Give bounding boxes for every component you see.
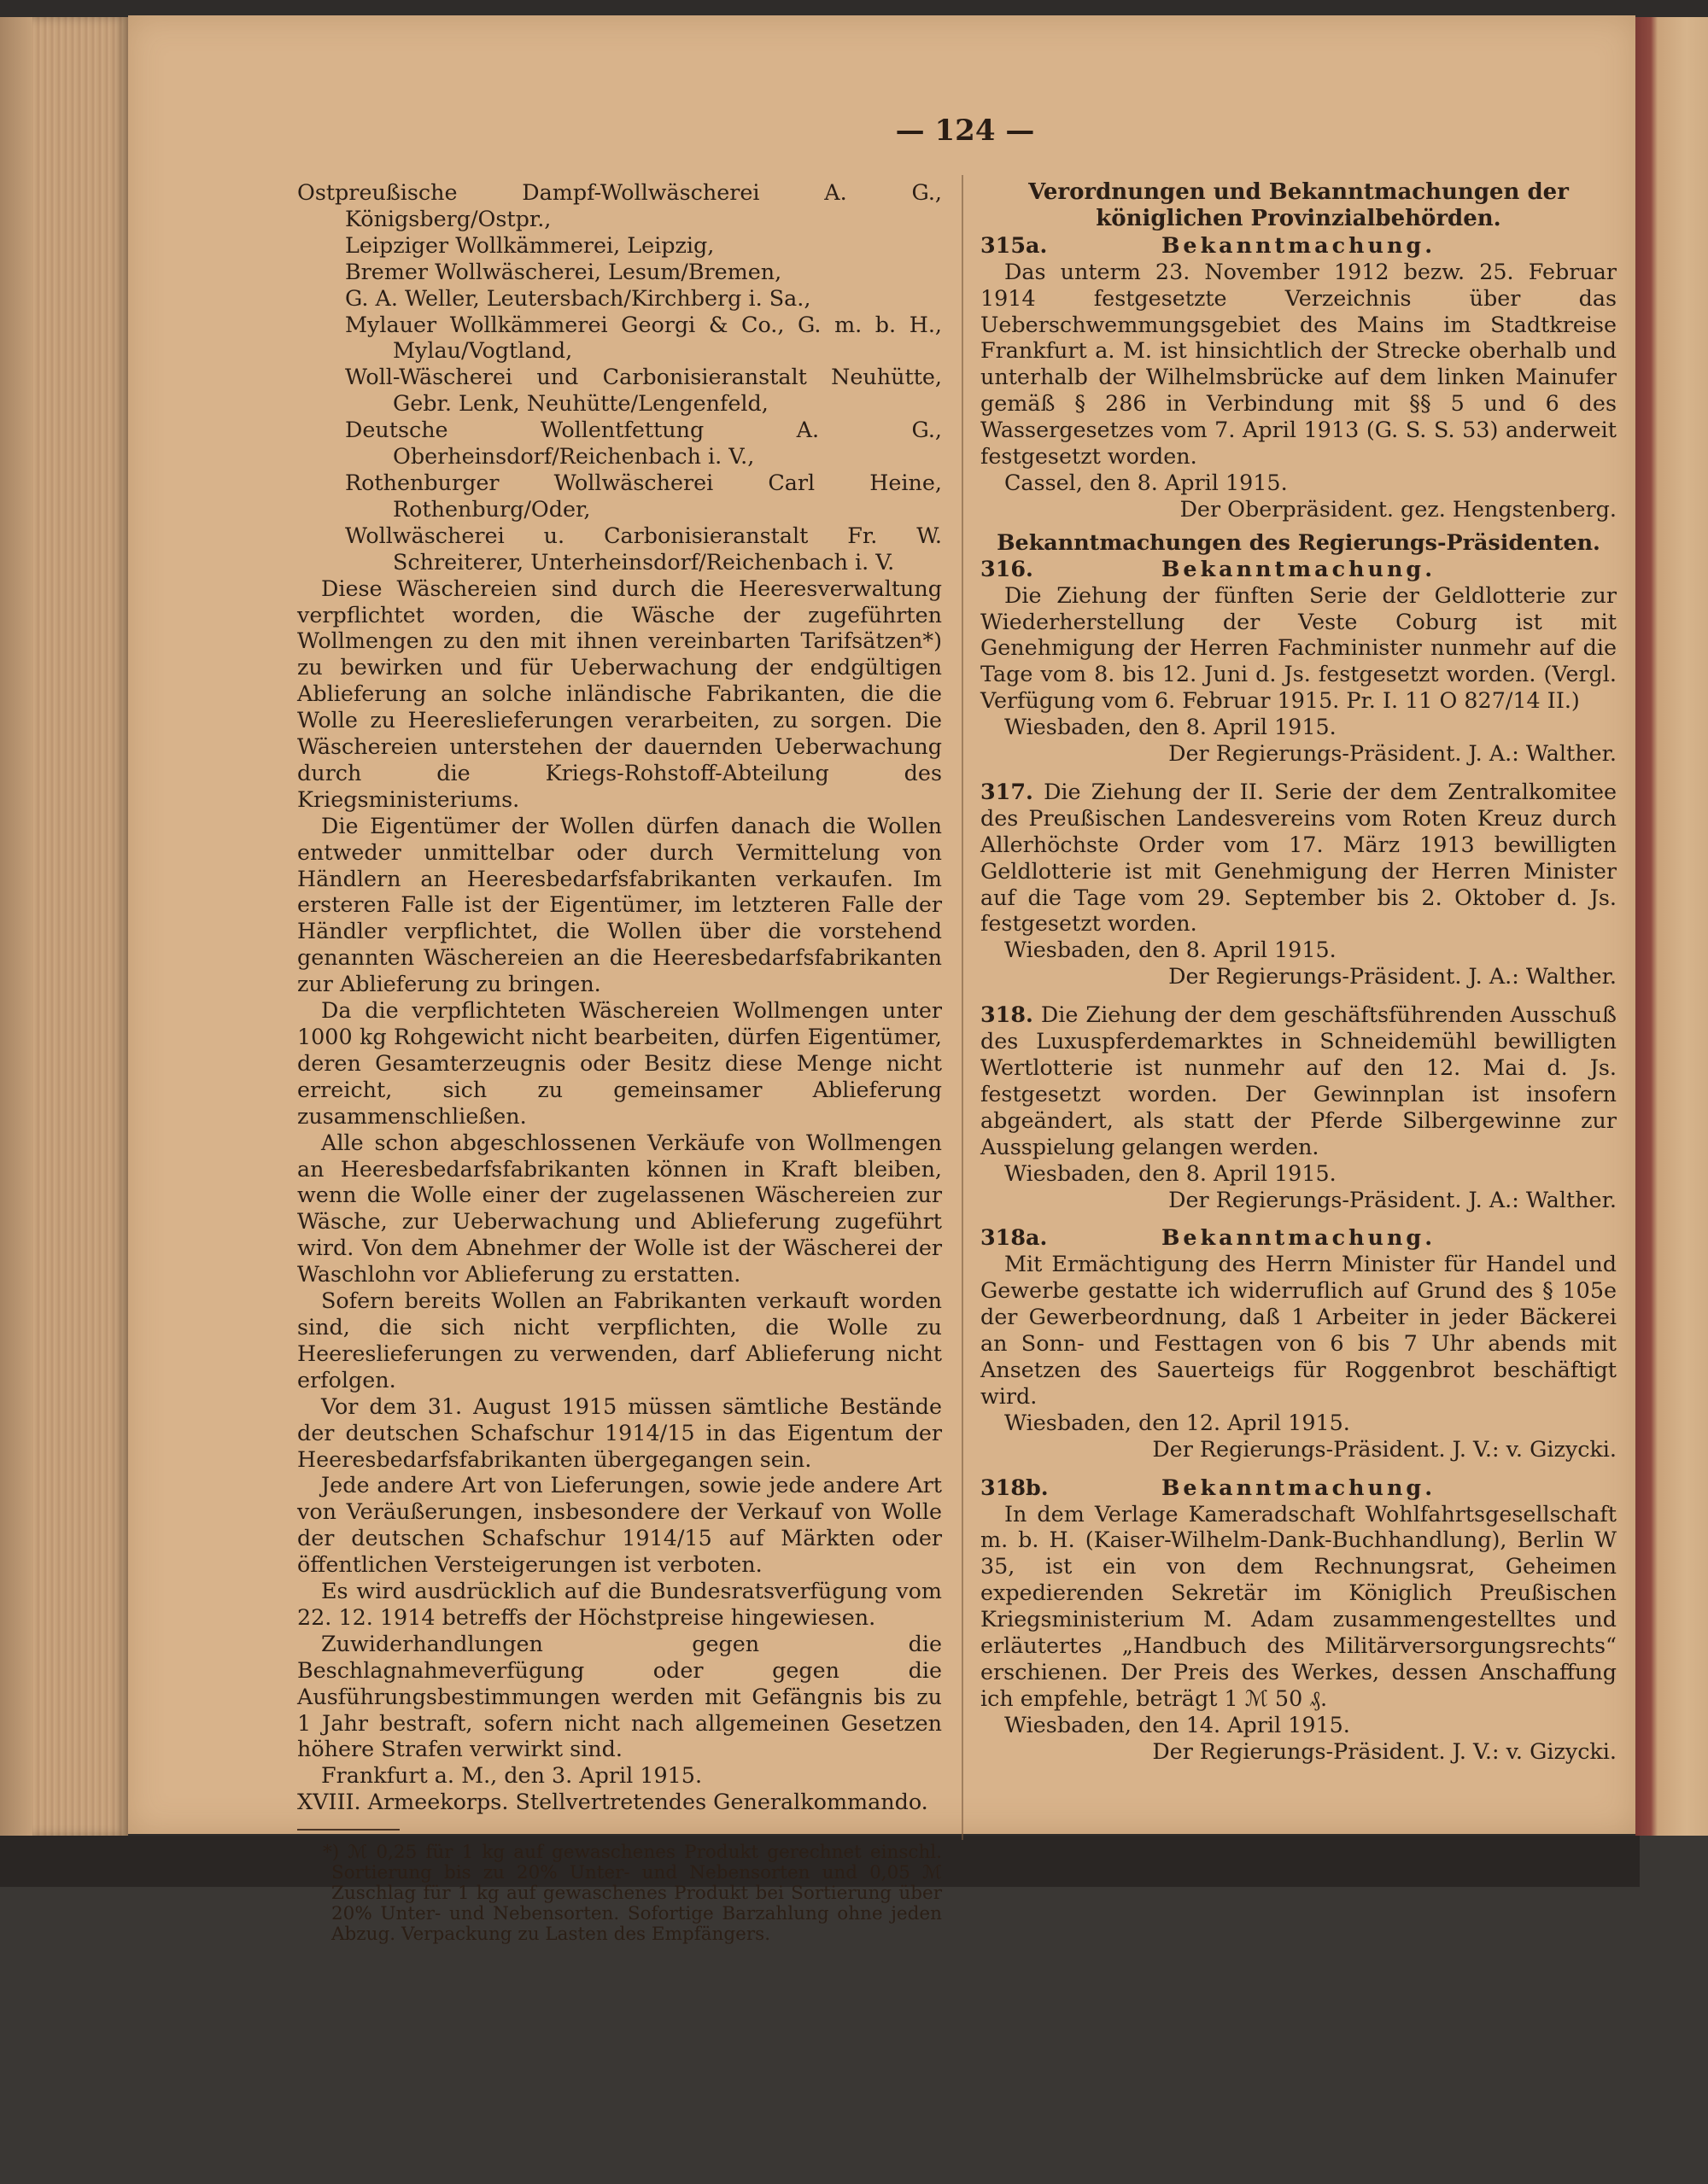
paragraph: Zuwiderhandlungen gegen die Beschlagnahmeverfügung oder gegen die Ausführungsbestimmungen werden mit Gefängnis bis zu 1 Jahr bestraft, sofern nicht nach allgemeinen Gesetzen höhere Strafen verwirkt sind. [297,1630,942,1762]
section-text: Das unterm 23. November 1912 bezw. 25. Februar 1914 festgesetzte Verzeichnis über das Ueberschwemmungsgebiet des Mains im Stadtkreise Frankfurt a. M. ist hinsichtlich der Strecke oberhalb und unterhalb der Wilhelmsbrücke auf dem linken Mainufer gemäß § 286 in Verbindung mit §§ 5 und 6 des Wassergesetzes vom 7. April 1913 (G. S. S. 53) anderweit festgesetzt worden. [980,258,1617,470]
column-divider [962,175,963,1840]
place-date: Wiesbaden, den 14. April 1915. [1004,1711,1350,1737]
left-column [297,179,942,1945]
company-item: Deutsche Wollentfettung A. G., Oberheinsdorf/Reichenbach i. V., [345,417,942,470]
signature: Der Regierungs-Präsident. J. A.: Walther. [1168,740,1617,767]
section-number: 317. [980,778,1033,804]
section-header [980,556,1617,582]
place-date: Wiesbaden, den 12. April 1915. [1004,1409,1350,1435]
paragraph: Die Eigentümer der Wollen dürfen danach die Wollen entweder unmittelbar oder durch Vermittelung von Händlern an Heeresbedarfsfabrikanten verkaufen. Im ersteren Falle ist der Eigentümer, im letzteren Falle der Händler verpflichtet, die Wollen über die vorstehend genannten Wäschereien an die Heeresbedarfsfabrikanten zur Ablieferung zu bringen. [297,812,942,997]
company-item: Wollwäscherei u. Carbonisieranstalt Fr. W. Schreiterer, Unterheinsdorf/Reichenbach i. V. [345,522,942,575]
section-text: Die Ziehung der fünften Serie der Geldlotterie zur Wiederherstellung der Veste Coburg ist mit Genehmigung der Herren Fachminister nunmehr auf die Tage vom 8. bis 12. Juni d. Js. festgesetzt worden. (Vergl. Verfügung vom 6. Februar 1915. Pr. I. 11 O 827/14 II.) [980,581,1617,714]
section-title: Bekanntmachung. [1161,555,1436,581]
book-spine [0,17,32,1836]
paragraph: Es wird ausdrücklich auf die Bundesratsverfügung vom 22. 12. 1914 betreffs der Höchstpreise hingewiesen. [297,1578,942,1630]
paragraph: Alle schon abgeschlossenen Verkäufe von Wollmengen an Heeresbedarfsfabrikanten können in Kraft bleiben, wenn die Wolle einer der zugelassenen Wäschereien zur Wäsche, zur Ueberwachung und Ablieferung zugeführt wird. Von dem Abnehmer der Wolle ist der Wäscherei der Waschlohn vor Ablieferung zu erstatten. [297,1129,942,1288]
section-header [980,1224,1617,1251]
signature: Der Regierungs-Präsident. J. V.: v. Gizycki. [1152,1435,1617,1462]
company-item: Rothenburger Wollwäscherei Carl Heine, Rothenburg/Oder, [345,469,942,522]
company-item: Woll-Wäscherei und Carbonisieranstalt Neuhütte, Gebr. Lenk, Neuhütte/Lengenfeld, [345,364,942,417]
paragraph: Jede andere Art von Lieferungen, sowie jede andere Art von Veräußerungen, insbesondere der Verkauf von Wolle der deutschen Schafschur 1914/15 auf Märkten oder öffentlichen Versteigerungen ist verboten. [297,1472,942,1578]
section-number: 316. [980,555,1033,581]
place-date: Wiesbaden, den 8. April 1915. [1004,714,1337,740]
next-page-edge [1635,17,1708,1836]
section-title: Bekanntmachung. [1161,231,1436,258]
section-text: In dem Verlage Kameradschaft Wohlfahrtsgesellschaft m. b. H. (Kaiser-Wilhelm-Dank-Buchhandlung), Berlin W 35, ist ein von dem Rechnungsrat, Geheimen expedierenden Sekretär im Königlich Preußischen Kriegsministerium M. Adam zusammengestelltes und erläutertes „Handbuch des Militärversorgungsrechts“ erschienen. Der Preis des Werkes, dessen Anschaffung ich empfehle, beträgt 1 ℳ 50 ₰. [980,1500,1617,1711]
book-page-edges [0,17,128,1836]
section-number: 318. [980,1001,1033,1028]
footnote-rule [297,1829,400,1831]
section-number: 318b. [980,1474,1049,1500]
spacer [980,1212,1617,1224]
section-number: 318a. [980,1224,1048,1251]
paragraph: Sofern bereits Wollen an Fabrikanten verkauft worden sind, die sich nicht verpflichten, die Wolle zu Heereslieferungen zu verwenden, darf Ablieferung nicht erfolgen. [297,1288,942,1393]
section-header [980,232,1617,259]
paragraph: Da die verpflichteten Wäschereien Wollmengen unter 1000 kg Rohgewicht nicht bearbeiten, dürfen Eigentümer, deren Gesamterzeugnis oder Besitz diese Menge nicht erreicht, sich zu gemeinsamer Ablieferung zusammenschließen. [297,997,942,1129]
page-number: — 124 — [895,114,1035,148]
signature: XVIII. Armeekorps. Stellvertretendes Generalkommando. [297,1789,928,1815]
signature: Der Regierungs-Präsident. J. A.: Walther. [1168,1186,1617,1212]
sub-heading: Bekanntmachungen des Regierungs-Präsidenten. [997,528,1600,555]
paragraph: Vor dem 31. August 1915 müssen sämtliche Bestände der deutschen Schafschur 1914/15 in das Eigentum der Heeresbedarfsfabrikanten übergegangen sein. [297,1393,942,1472]
section-317 [980,779,1617,937]
company-item: G. A. Weller, Leutersbach/Kirchberg i. Sa., [345,284,811,311]
footnote: *) ℳ 0,25 für 1 kg auf gewaschenes Produkt gerechnet einschl. Sortierung bis zu 20% Unter- und Nebensorten und 0,05 ℳ Zuschlag für 1 kg auf gewaschenes Produkt bei Sortierung über 20% Unter- und Nebensorten. Sofortige Barzahlung ohne jeden Abzug. Verpackung zu Lasten des Empfängers. [323,1842,942,1946]
section-text: Mit Ermächtigung des Herrn Minister für Handel und Gewerbe gestatte ich widerruflich auf Grund des § 105e der Gewerbeordnung, daß 1 Arbeiter in jeder Bäckerei an Sonn- und Festtagen von 6 bis 7 Uhr abends mit Ansetzen des Sauerteigs für Roggenbrot beschäftigt wird. [980,1251,1617,1409]
company-item: Ostpreußische Dampf-Wollwäscherei A. G., Königsberg/Ostpr., [297,179,942,231]
section-header [980,1474,1617,1501]
section-number: 315a. [980,231,1048,258]
right-column [980,179,1617,1765]
company-item: Leipziger Wollkämmerei, Leipzig, [345,231,715,258]
place-date: Frankfurt a. M., den 3. April 1915. [321,1762,703,1789]
company-list [297,179,942,575]
main-heading: Verordnungen und Bekanntmachungen der königlichen Provinzialbehörden. [1028,179,1569,231]
paragraph: Diese Wäschereien sind durch die Heeresverwaltung verpflichtet worden, die Wäsche der zugeführten Wollmengen zu den mit ihnen vereinbarten Tarifsätzen*) zu bewirken und für Ueberwachung der endgültigen Ablieferung an solche inländische Fabrikanten, die die Wolle zu Heereslieferungen verarbeiten, zu sorgen. Die Wäschereien unterstehen der dauernden Ueberwachung durch die Kriegs-Rohstoff-Abteilung des Kriegsministeriums. [297,575,942,812]
company-item: Bremer Wollwäscherei, Lesum/Bremen, [345,258,782,284]
spacer [980,523,1617,529]
section-text: Die Ziehung der II. Serie der dem Zentralkomitee des Preußischen Landesvereins vom Roten Kreuz durch Allerhöchste Order vom 17. März 1913 bewilligten Geldlotterie ist mit Genehmigung der Herren Minister auf die Tage vom 29. September bis 2. Oktober d. Js. festgesetzt worden. [980,778,1617,937]
section-318 [980,1001,1617,1159]
place-date: Wiesbaden, den 8. April 1915. [1004,937,1337,963]
section-title: Bekanntmachung. [1161,1224,1436,1251]
spacer [980,990,1617,1001]
spacer [980,1463,1617,1474]
signature: Der Oberpräsident. gez. Hengstenberg. [1179,495,1617,522]
section-title: Bekanntmachung. [1161,1474,1436,1500]
place-date: Cassel, den 8. April 1915. [1004,469,1288,495]
signature: Der Regierungs-Präsident. J. A.: Walther. [1168,963,1617,990]
company-item: Mylauer Wollkämmerei Georgi & Co., G. m. b. H., Mylau/Vogtland, [345,311,942,364]
section-text: Die Ziehung der dem geschäftsführenden Ausschuß des Luxuspferdemarktes in Schneidemühl bewilligten Wertlotterie ist nunmehr auf den 12. Mai d. Js. festgesetzt worden. Der Gewinnplan ist insofern abgeändert, als statt der Pferde Silbergewinne zur Ausspielung gelangen werden. [980,1001,1617,1159]
signature: Der Regierungs-Präsident. J. V.: v. Gizycki. [1152,1737,1617,1764]
place-date: Wiesbaden, den 8. April 1915. [1004,1159,1337,1186]
spacer [980,767,1617,779]
